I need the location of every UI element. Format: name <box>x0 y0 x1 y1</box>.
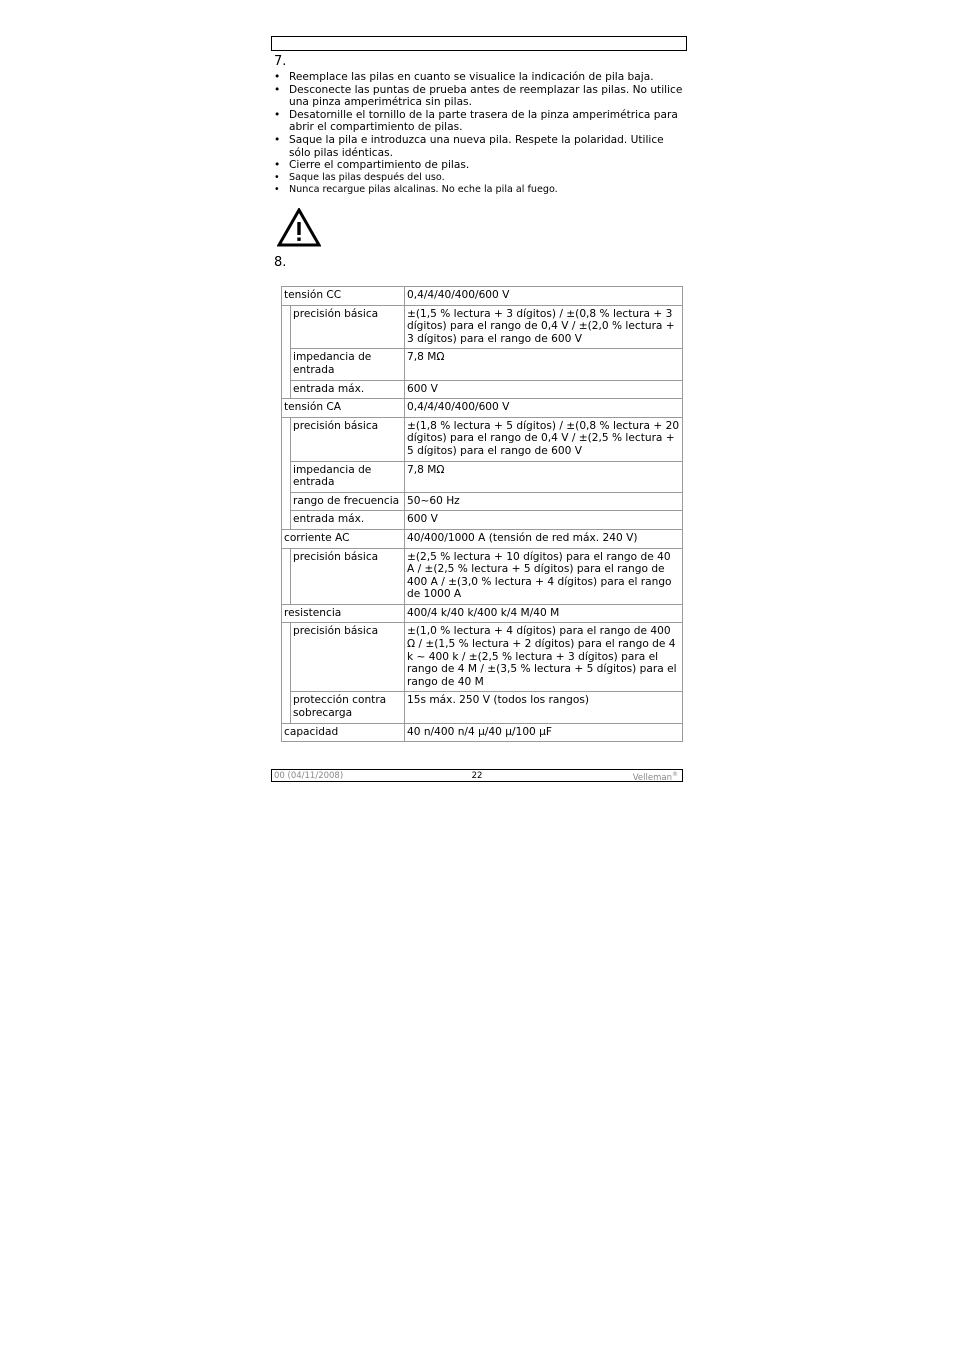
table-row <box>282 399 683 418</box>
spec-value: 400/4 k/40 k/400 k/4 M/40 M <box>405 604 683 623</box>
spec-value: 600 V <box>405 380 683 399</box>
table-row <box>282 692 683 723</box>
table-row <box>282 604 683 623</box>
spec-value: ±(1,5 % lectura + 3 dígitos) / ±(0,8 % lectura + 3 dígitos) para el rango de 0,4 V / ±(2,0 % lectura + 3 dígitos) para el rango de 600 V <box>405 305 683 349</box>
registered-mark: ® <box>672 771 678 778</box>
spec-sublabel: precisión básica <box>291 417 405 461</box>
table-row <box>282 461 683 492</box>
spec-label: corriente AC <box>282 529 405 548</box>
header-box <box>271 36 687 51</box>
table-row <box>282 623 683 692</box>
table-row <box>282 287 683 306</box>
table-row <box>282 380 683 399</box>
table-row <box>282 548 683 604</box>
spec-label: tensión CC <box>282 287 405 306</box>
spec-sublabel: rango de frecuencia <box>291 492 405 511</box>
spec-sublabel: precisión básica <box>291 623 405 692</box>
spec-label: resistencia <box>282 604 405 623</box>
spec-value: 0,4/4/40/400/600 V <box>405 287 683 306</box>
table-row <box>282 492 683 511</box>
list-item: • Nunca recargue pilas alcalinas. No eche la pila al fuego. <box>274 184 684 197</box>
spec-label: tensión CA <box>282 399 405 418</box>
list-item: • Desconecte las puntas de prueba antes de reemplazar las pilas. No utilice una pinza amperimétrica sin pilas. <box>274 84 684 109</box>
spec-value: 40 n/400 n/4 µ/40 µ/100 µF <box>405 723 683 742</box>
section-8-number: 8. <box>274 255 287 270</box>
spec-sublabel: entrada máx. <box>291 380 405 399</box>
table-row <box>282 723 683 742</box>
spec-value: 50~60 Hz <box>405 492 683 511</box>
page-footer <box>271 769 683 782</box>
spec-sublabel: impedancia de entrada <box>291 349 405 380</box>
spec-sublabel: impedancia de entrada <box>291 461 405 492</box>
footer-brand <box>633 771 678 783</box>
table-row <box>282 349 683 380</box>
specifications-table <box>281 286 683 742</box>
warning-triangle-icon <box>277 208 321 248</box>
table-row <box>282 305 683 349</box>
section-7-number: 7. <box>274 54 287 69</box>
list-item: • Reemplace las pilas en cuanto se visualice la indicación de pila baja. <box>274 71 684 84</box>
spec-value: 7,8 MΩ <box>405 349 683 380</box>
spec-value: 7,8 MΩ <box>405 461 683 492</box>
table-row <box>282 511 683 530</box>
spec-sublabel: precisión básica <box>291 548 405 604</box>
brand-name: Velleman <box>632 772 672 783</box>
table-row <box>282 417 683 461</box>
spec-value: 15s máx. 250 V (todos los rangos) <box>405 692 683 723</box>
spec-value: ±(1,0 % lectura + 4 dígitos) para el rango de 400 Ω / ±(1,5 % lectura + 2 dígitos) para el rango de 4 k ~ 400 k / ±(2,5 % lectura + 3 dígitos) para el rango de 4 M / ±(3,5 % lectura + 5 dígitos) para el rango de 40 M <box>405 623 683 692</box>
list-item: • Saque las pilas después del uso. <box>274 172 684 185</box>
footer-version: 00 (04/11/2008) <box>274 771 344 781</box>
spec-value: 0,4/4/40/400/600 V <box>405 399 683 418</box>
list-item: • Desatornille el tornillo de la parte trasera de la pinza amperimétrica para abrir el compartimiento de pilas. <box>274 109 684 134</box>
list-item: • Cierre el compartimiento de pilas. <box>274 159 684 172</box>
spec-sublabel: precisión básica <box>291 305 405 349</box>
spec-value: ±(2,5 % lectura + 10 dígitos) para el rango de 40 A / ±(2,5 % lectura + 5 dígitos) para el rango de 400 A / ±(3,0 % lectura + 4 dígitos) para el rango de 1000 A <box>405 548 683 604</box>
spec-value: 600 V <box>405 511 683 530</box>
spec-value: 40/400/1000 A (tensión de red máx. 240 V) <box>405 529 683 548</box>
list-item: • Saque la pila e introduzca una nueva pila. Respete la polaridad. Utilice sólo pilas idénticas. <box>274 134 684 159</box>
table-row <box>282 529 683 548</box>
spec-sublabel: entrada máx. <box>291 511 405 530</box>
spec-sublabel: protección contra sobrecarga <box>291 692 405 723</box>
spec-label: capacidad <box>282 723 405 742</box>
page-number: 22 <box>471 771 483 781</box>
spec-value: ±(1,8 % lectura + 5 dígitos) / ±(0,8 % lectura + 20 dígitos) para el rango de 0,4 V / ±(2,5 % lectura + 5 dígitos) para el rango de 600 V <box>405 417 683 461</box>
battery-instructions-list <box>274 71 684 197</box>
